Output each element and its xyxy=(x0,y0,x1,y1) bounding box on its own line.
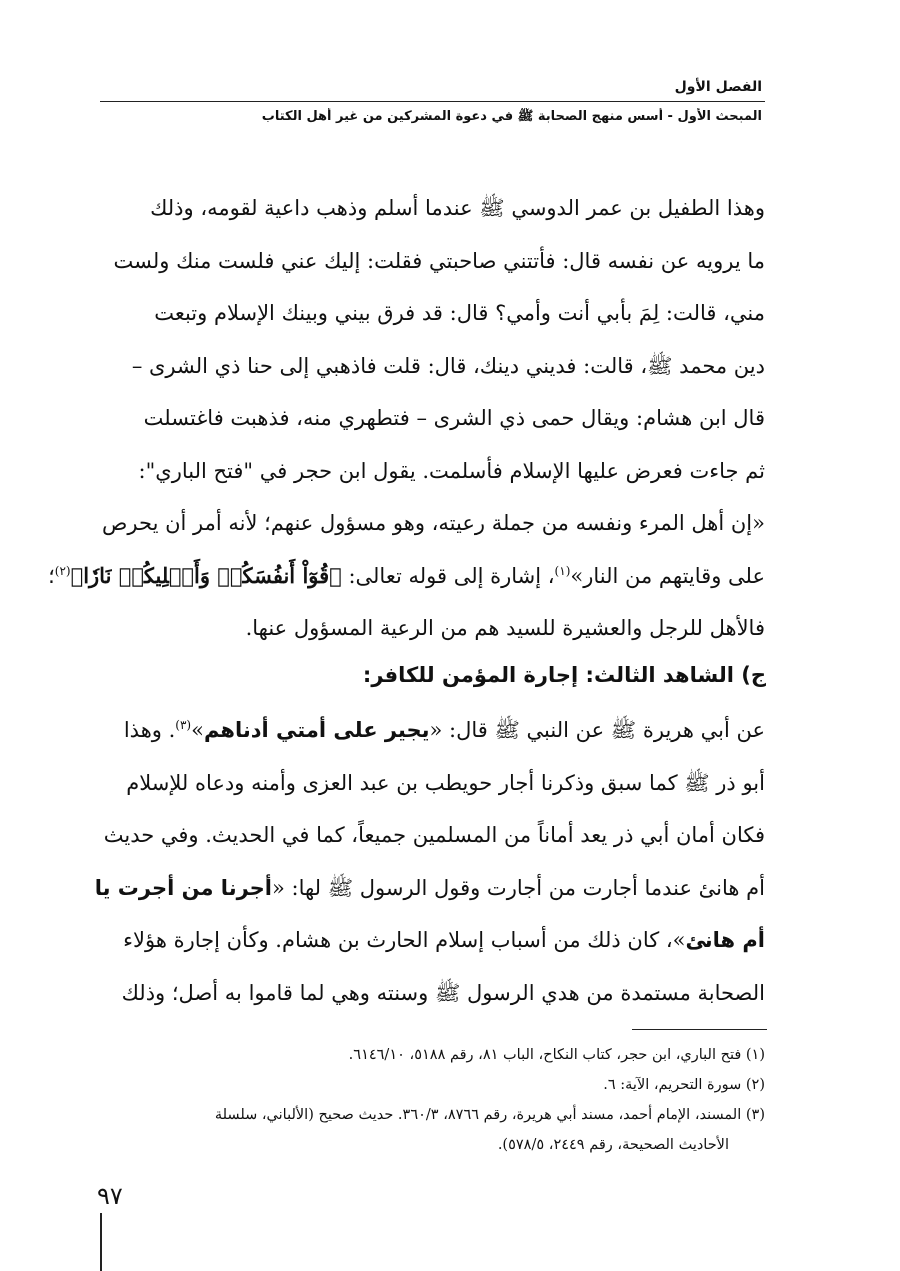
footnotes xyxy=(100,1040,765,1160)
text-fragment: »، كان ذلك من أسباب إسلام الحارث بن هشام. وكأن إجارة هؤلاء xyxy=(123,928,686,952)
text-line: قال ابن هشام: ويقال حمى ذي الشرى – فتطهري منه، فذهبت فاغتسلت xyxy=(143,406,765,430)
hadith-quote: يجير على أمتي أدناهم xyxy=(203,718,430,742)
text-fragment: . وهذا xyxy=(123,718,176,742)
text-line: دين محمد ﷺ، قالت: فديني دينك، قال: قلت فاذهبي إلى حنا ذي الشرى – xyxy=(131,353,765,378)
text-line: مني، قالت: لِمَ بأبي أنت وأمي؟ قال: قد فرق بيني وبينك الإسلام وتبعت xyxy=(154,301,765,325)
text-line xyxy=(95,876,765,900)
footnote-2: (٢) سورة التحريم، الآية: ٦. xyxy=(603,1077,765,1093)
text-fragment: عن أبي هريرة ﷺ عن النبي ﷺ قال: « xyxy=(429,718,765,742)
text-line: ثم جاءت فعرض عليها الإسلام فأسلمت. يقول ابن حجر في "فتح الباري": xyxy=(138,458,765,483)
text-line xyxy=(124,718,765,742)
section-heading: ج) الشاهد الثالث: إجارة المؤمن للكافر: xyxy=(362,663,766,687)
hadith-quote: أم هانئ xyxy=(685,928,765,952)
text-fragment: على وقايتهم من النار» xyxy=(570,563,765,588)
text-line: ما يرويه عن نفسه قال: فأتتني صاحبتي فقلت: إليك عني فلست منك ولست xyxy=(113,248,765,273)
footnote-ref: (١) xyxy=(554,563,571,578)
paragraph-tufail xyxy=(48,182,765,655)
text-line: فالأهل للرجل والعشيرة للسيد هم من الرعية المسؤول عنها. xyxy=(245,616,765,640)
text-line: فكان أمان أبي ذر يعد أماناً من المسلمين جميعاً، كما في الحديث. وفي حديث xyxy=(103,823,765,847)
text-fragment: ، إشارة إلى قوله تعالى: xyxy=(341,563,555,588)
running-header-section: المبحث الأول - أسس منهج الصحابة ﷺ في دعوة المشركين من غير أهل الكتاب xyxy=(261,109,762,124)
hadith-quote: أجرنا من أجرت يا xyxy=(94,875,272,900)
footnote-ref: (٢) xyxy=(54,563,71,578)
text-line xyxy=(48,564,765,588)
text-line: «إن أهل المرء ونفسه من جملة رعيته، وهو مسؤول عنهم؛ لأنه أمر أن يحرص xyxy=(102,511,765,535)
page-number: ٩٧ xyxy=(97,1182,123,1210)
text-line: وهذا الطفيل بن عمر الدوسي ﷺ عندما أسلم وذهب داعية لقومه، وذلك xyxy=(150,196,765,220)
quran-verse: ﴿قُوٓاْ أَنفُسَكُمۡ وَأَهۡلِيكُمۡ نَارٗا﴾ xyxy=(70,562,342,588)
margin-rule xyxy=(100,1213,102,1271)
text-fragment: ؛ xyxy=(48,563,55,588)
running-header-chapter: الفصل الأول xyxy=(674,79,762,95)
footnote-3: (٣) المسند، الإمام أحمد، مسند أبي هريرة، رقم ٨٧٦٦، ٣٦٠/٣. حديث صحيح (الألباني، سلسلة xyxy=(214,1107,765,1123)
text-line: أبو ذر ﷺ كما سبق وذكرنا أجار حويطب بن عبد العزى وأمنه ودعاه للإسلام xyxy=(126,770,765,795)
header-rule xyxy=(100,101,765,102)
paragraph-ijara xyxy=(94,704,765,1019)
text-line xyxy=(123,928,765,952)
footnote-separator xyxy=(632,1029,767,1030)
text-fragment: » xyxy=(191,718,204,742)
text-line: الصحابة مستمدة من هدي الرسول ﷺ وسنته وهي لما قاموا به أصل؛ وذلك xyxy=(121,980,765,1005)
text-fragment: أم هانئ عندما أجارت من أجارت وقول الرسول ﷺ لها: « xyxy=(271,875,765,900)
footnote-1: (١) فتح الباري، ابن حجر، كتاب النكاح، الباب ٨١، رقم ٥١٨٨، ٦١٤٦/١٠. xyxy=(348,1047,765,1063)
footnote-3-continued: الأحاديث الصحيحة، رقم ٢٤٤٩، ٥٧٨/٥). xyxy=(497,1137,729,1153)
footnote-ref: (٣) xyxy=(175,718,192,732)
